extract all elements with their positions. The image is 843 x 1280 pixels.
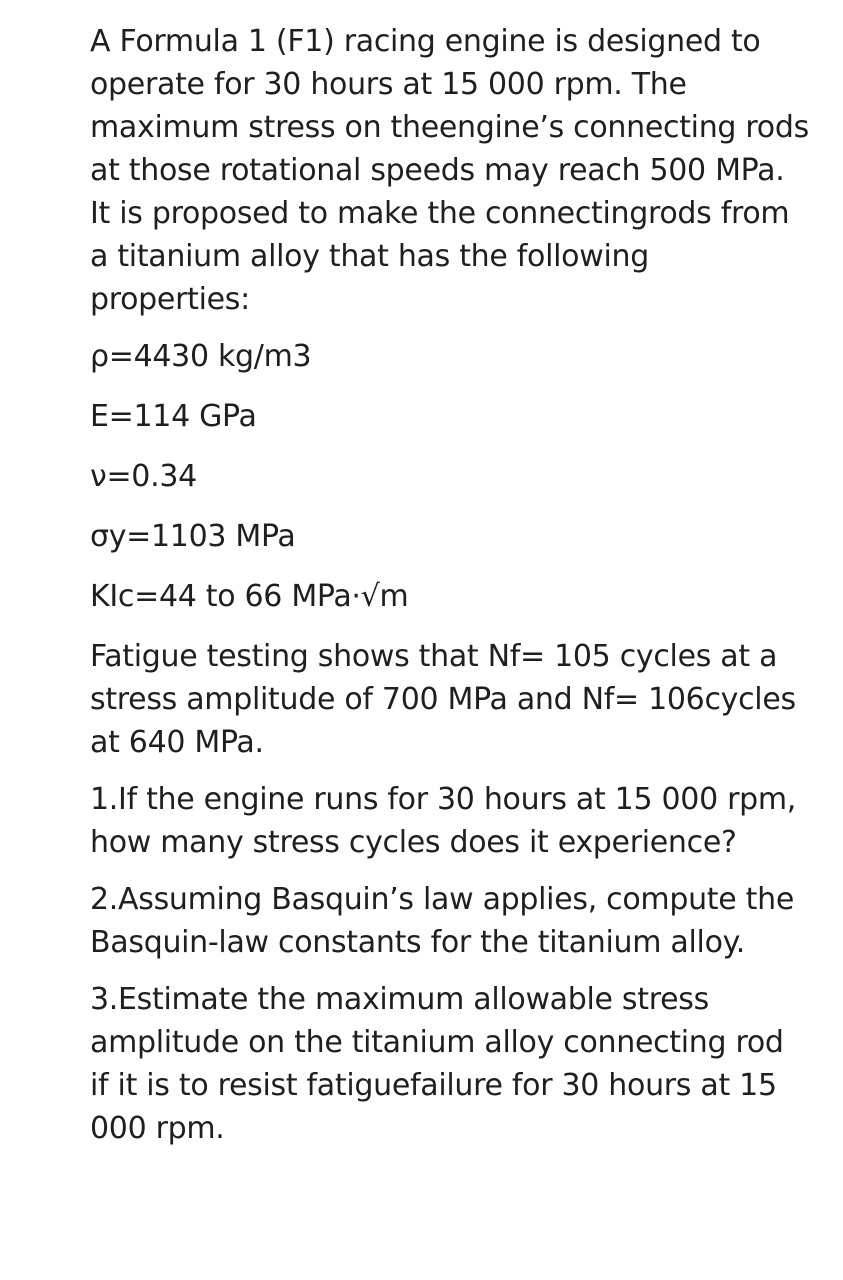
fatigue-paragraph: Fatigue testing shows that Nf= 105 cycles at a stress amplitude of 700 MPa and Nf= 106cycles at 640 MPa.: [90, 639, 796, 760]
question-2: 2.Assuming Basquin’s law applies, compute the Basquin-law constants for the titanium alloy.: [90, 882, 794, 960]
property-density: ρ=4430 kg/m3: [90, 339, 312, 374]
property-elastic-modulus: E=114 GPa: [90, 399, 257, 434]
intro-paragraph: A Formula 1 (F1) racing engine is designed to operate for 30 hours at 15 000 rpm. The maximum stress on theengine’s connecting rods at those rotational speeds may reach 500 MPa. It is proposed to make the connectingrods from a titanium alloy that has the following properties:: [90, 24, 809, 317]
property-poisson-ratio: ν=0.34: [90, 459, 197, 494]
question-1: 1.If the engine runs for 30 hours at 15 000 rpm, how many stress cycles does it experience?: [90, 782, 797, 860]
question-3: 3.Estimate the maximum allowable stress amplitude on the titanium alloy connecting rod if it is to resist fatiguefailure for 30 hours at 15 000 rpm.: [90, 982, 784, 1146]
properties-list: [90, 335, 810, 618]
property-fracture-toughness: KIc=44 to 66 MPa·√m: [90, 579, 409, 614]
property-yield-strength: σy=1103 MPa: [90, 519, 296, 554]
document-body: [90, 20, 810, 1164]
